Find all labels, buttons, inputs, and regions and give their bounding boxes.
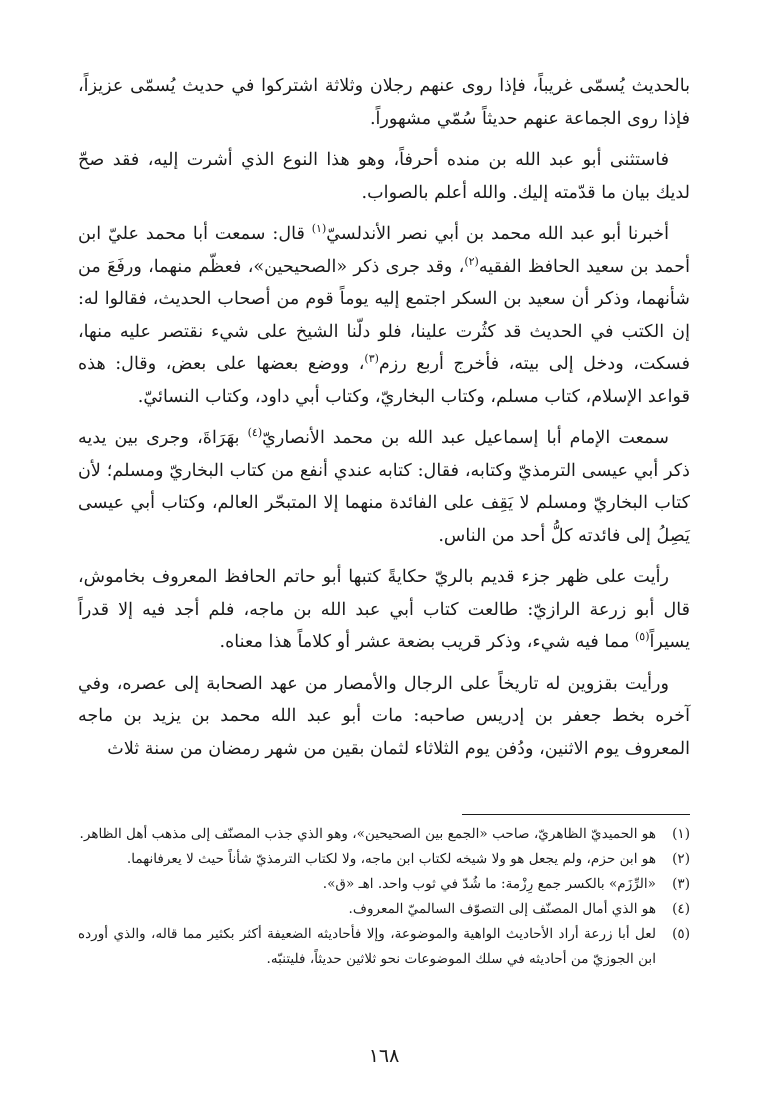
page-number: ١٦٨ [368, 1045, 400, 1067]
footnote-3 [78, 872, 690, 897]
footnote-number: (٣) [672, 876, 690, 892]
main-text [78, 70, 690, 765]
paragraph-3-part-2: قال: سمعت أبا محمد عليّ ابن أحمد بن سعيد الحافظ الفقيه [78, 224, 690, 277]
footnote-number: (٢) [672, 851, 690, 867]
paragraph-4-part-2: بهَرَاةَ، وجرى بين يديه ذكر أبي عيسى الترمذيّ وكتابه، فقال: كتابه عندي أنفع من كتاب البخاريّ ومسلم؛ لأن كتاب البخاريّ ومسلم لا يَقِف على الفائدة منهما إلا المتبحّر العالم، وكتاب أبي عيسى يَصِلُ إلى فائدته كلُّ أحد من الناس. [78, 428, 690, 546]
footnote-1 [78, 822, 690, 847]
footnote-2 [78, 847, 690, 872]
footnote-number: (٤) [672, 901, 690, 917]
footnote-text: هو الذي أمال المصنّف إلى التصوّف السالميّ المعروف. [348, 901, 656, 917]
paragraph-5-part-1: رأيت على ظهر جزء قديم بالريّ حكايةً كتبها أبو حاتم الحافظ المعروف بخاموش، قال أبو زرعة الرازيّ: طالعت كتاب أبي عبد الله بن ماجه، فلم أجد فيه إلا قدراً يسيراً [78, 567, 690, 652]
footnote-number: (٥) [672, 926, 690, 942]
paragraph-4 [78, 422, 690, 552]
paragraph-5-part-2: مما فيه شيء، وذكر قريب بضعة عشر أو كلاماً هذا معناه. [219, 632, 635, 652]
paragraph-5 [78, 561, 690, 659]
footnote-text: لعل أبا زرعة أراد الأحاديث الواهية والموضوعة، وإلا فأحاديثه الضعيفة أكثر بكثير مما قاله، والذي أورده ابن الجوزيّ من أحاديثه في سلك الموضوعات نحو ثلاثين حديثاً، فليتنبّه. [78, 926, 656, 967]
paragraph-3-part-3: ، وقد جرى ذكر «الصحيحين»، فعظّم منهما، ورفَعَ من شأنهما، وذكر أن سعيد بن السكر اجتمع إليه يوماً قوم من أصحاب الحديث، فقالوا له: إن الكتب في الحديث قد كثُرت علينا، فلو دلّنا الشيخ على شيء نقتصر عليه منها، فسكت، ودخل إلى بيته، فأخرج أربع رزم [78, 256, 690, 374]
paragraph-2: فاستثنى أبو عبد الله بن منده أحرفاً، وهو هذا النوع الذي أشرت إليه، فقد صحّ لديك بيان ما قدّمته إليك. والله أعلم بالصواب. [78, 150, 690, 203]
footnote-4 [78, 897, 690, 922]
footnote-text: «الرِّزَم» بالكسر جمع رِزْمة: ما شُدّ في ثوب واحد. اهـ «ق». [322, 876, 656, 892]
footnote-text: هو الحميديّ الظاهريّ، صاحب «الجمع بين الصحيحين»، وهو الذي جذب المصنّف إلى مذهب أهل الظاهر. [79, 826, 656, 842]
paragraph-3-part-4: ، ووضع بعضها على بعض، وقال: هذه قواعد الإسلام، كتاب مسلم، وكتاب البخاريّ، وكتاب أبي داود، وكتاب النسائيّ. [78, 354, 690, 407]
paragraph-1: بالحديث يُسمّى غريباً، فإذا روى عنهم رجلان وثلاثة اشتركوا في حديث يُسمّى عزيزاً، فإذا روى الجماعة عنهم حديثاً سُمّي مشهوراً. [78, 76, 690, 129]
footnote-number: (١) [672, 826, 690, 842]
footnote-ref-2[interactable]: (٢) [464, 254, 479, 268]
footnote-ref-4[interactable]: (٤) [247, 426, 263, 440]
paragraph-4-part-1: سمعت الإمام أبا إسماعيل عبد الله بن محمد الأنصاريّ [262, 428, 670, 448]
footnotes [78, 822, 690, 972]
book-page [78, 70, 690, 1080]
footnote-text: هو ابن حزم، ولم يجعل هو ولا شيخه لكتاب ابن ماجه، ولا لكتاب الترمذيّ شأناً حيث لا يعرفانهما. [126, 851, 656, 867]
paragraph-6: ورأيت بقزوين له تاريخاً على الرجال والأمصار من عهد الصحابة إلى عصره، وفي آخره بخط جعفر بن إدريس صاحبه: مات أبو عبد الله محمد بن يزيد بن ماجه المعروف يوم الاثنين، ودُفن يوم الثلاثاء لثمان بقين من شهر رمضان من سنة ثلاث [78, 673, 690, 759]
paragraph-3 [78, 218, 690, 413]
footnote-ref-5[interactable]: (٥) [634, 630, 650, 644]
footnote-5 [78, 922, 690, 972]
footnote-separator [462, 814, 690, 815]
footnote-ref-3[interactable]: (٣) [364, 352, 379, 366]
footnote-ref-1[interactable]: (١) [311, 222, 327, 236]
paragraph-3-part-1: أخبرنا أبو عبد الله محمد بن أبي نصر الأندلسيّ [326, 224, 669, 244]
